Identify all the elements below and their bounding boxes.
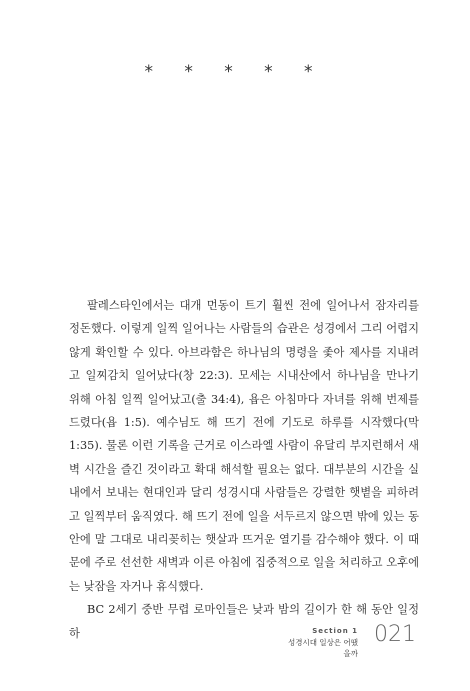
page-footer	[286, 622, 416, 658]
chapter-title: 성경시대 일상은 어땠을까	[288, 638, 358, 658]
paragraph: 팔레스타인에서는 대개 먼동이 트기 훨씬 전에 일어나서 잠자리를 정돈했다. 이렇게 일찍 일어나는 사람들의 습관은 성경에서 그리 어렵지 않게 확인할 수 있다. 아브라함은 하나님의 명령을 좇아 제사를 지내려고 일찌감치 일어났다(창 22:3). 모세는 시내산에서 하나님을 만나기 위해 아침 일찍 일어났고(출 34:4), 욥은 아침마다 자녀를 위해 번제를 드렸다(욥 1:5). 예수님도 해 뜨기 전에 기도로 하루를 시작했다(막 1:35). 물론 이런 기록을 근거로 이스라엘 사람이 유달리 부지런해서 새벽 시간을 즐긴 것이라고 확대 해석할 필요는 없다. 대부분의 시간을 실내에서 보내는 현대인과 달리 성경시대 사람들은 강렬한 햇볕을 피하려고 일찍부터 움직였다. 해 뜨기 전에 일을 서두르지 않으면 밖에 있는 동안에 말 그대로 내리꽂히는 햇살과 뜨거운 열기를 감수해야 했다. 이 때문에 주로 선선한 새벽과 이른 아침에 집중적으로 일을 처리하고 오후에는 낮잠을 자거나 휴식했다.	[69, 299, 419, 593]
section-break-ornament: * * * * *	[144, 62, 326, 82]
running-footer	[286, 626, 358, 659]
section-label: Section 1	[312, 627, 358, 635]
paragraph: BC 2세기 중반 무렵 로마인들은 낮과 밤의 길이가 한 해 동안 일정하	[69, 603, 419, 640]
page-number: 021	[374, 622, 416, 647]
body-text	[69, 294, 419, 645]
